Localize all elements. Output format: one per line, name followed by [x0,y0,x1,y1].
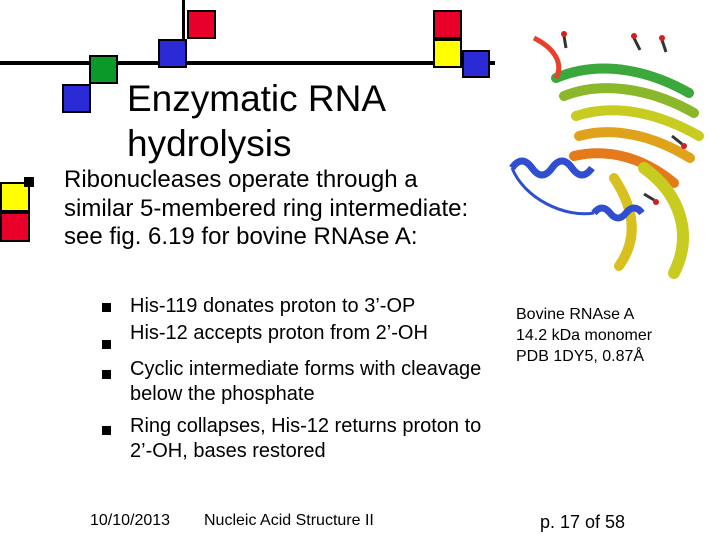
bullet-square-icon [24,177,34,187]
protein-ribbon-image [494,18,709,292]
deco-square-blue [462,50,490,78]
page-number: p. 17 of 58 [540,512,626,532]
image-caption [516,304,706,367]
sub-bullet-square-icon [102,340,111,349]
deco-square-red [0,212,30,242]
sub-bullet-text: Cyclic intermediate forms with cleavage below the phosphate [130,358,482,405]
sub-bullet-text: His-119 donates proton to 3’-OP [130,295,416,317]
deco-square-red [433,10,462,39]
footer-title: Nucleic Acid Structure II [204,512,374,529]
caption-line: PDB 1DY5, 0.87Å [516,348,645,365]
sub-bullet-square-icon [102,426,111,435]
footer-date: 10/10/2013 [90,512,171,529]
sub-bullet-text: Ring collapses, His-12 returns proton to 2’-OH, bases restored [130,415,482,462]
slide-title: Enzymatic RNA hydrolysis [127,78,385,164]
sub-bullet-square-icon [102,370,111,379]
deco-square-blue [158,39,187,68]
deco-square-green [89,55,118,84]
sub-bullet-square-icon [102,303,111,312]
main-bullet-text: Ribonucleases operate through a similar 5-membered ring intermediate: see fig. 6.19 for bovine RNAse A: [64,166,469,250]
template-horizontal-rule [0,61,495,65]
deco-square-blue [62,84,91,113]
deco-square-yellow [433,39,462,68]
deco-square-red [187,10,216,39]
caption-line: Bovine RNAse A [516,306,635,323]
caption-line: 14.2 kDa monomer [516,327,653,344]
sub-bullet-text: His-12 accepts proton from 2’-OH [130,322,428,344]
